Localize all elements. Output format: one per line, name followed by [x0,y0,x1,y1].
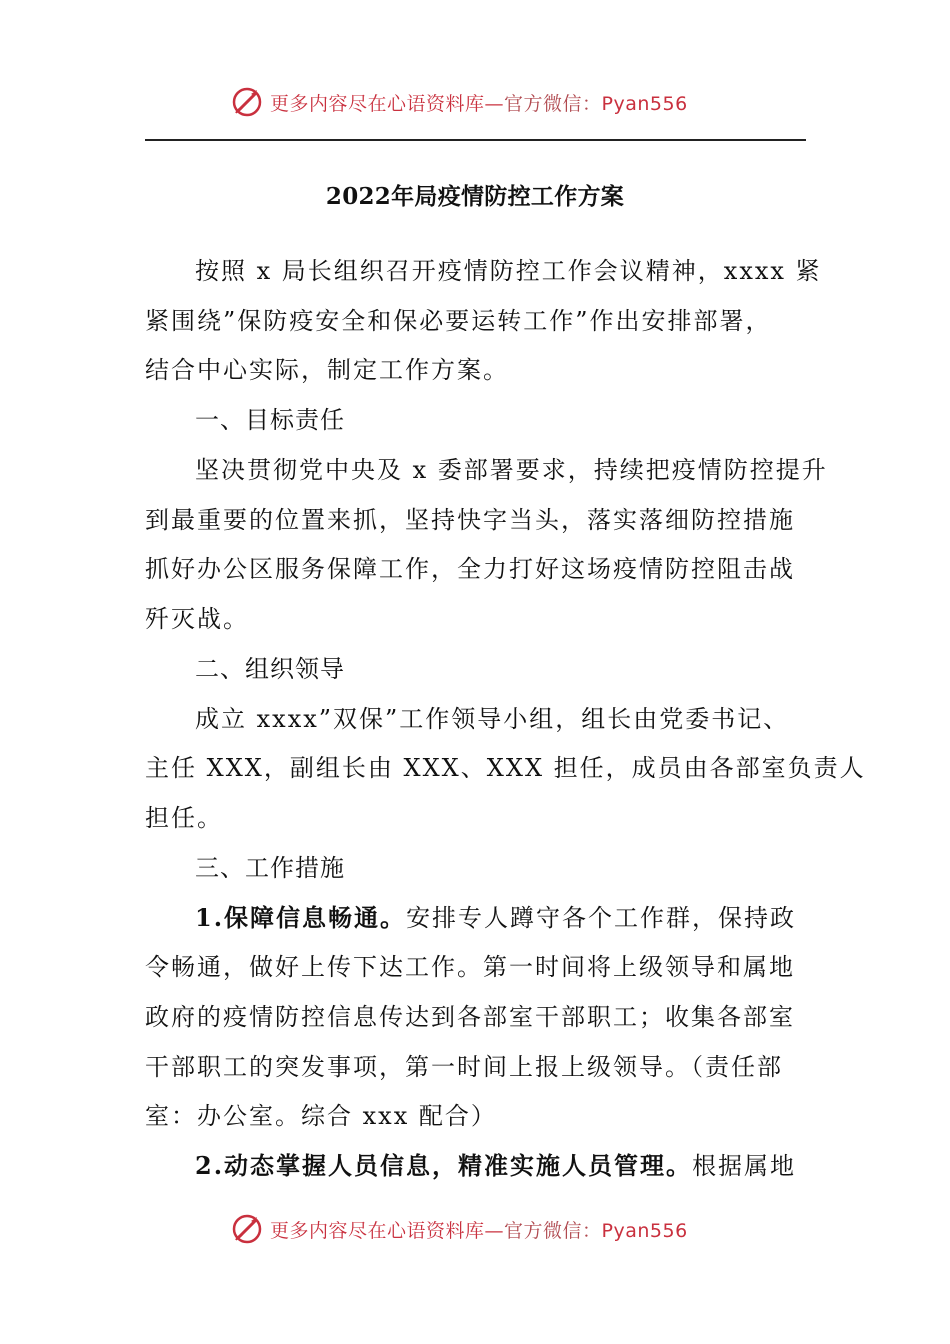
paragraph-line: 结合中心实际，制定工作方案。 [145,356,509,384]
pen-logo-icon [230,1212,264,1246]
paragraph-line: 担任。 [145,804,223,832]
measure-title-2: 2.动态掌握人员信息，精准实施人员管理。 [195,1151,693,1180]
pen-logo-icon [230,85,264,119]
paragraph-line: 干部职工的突发事项，第一时间上报上级领导。（责任部 [145,1053,783,1081]
paragraph-line: 室：办公室。综合 xxx 配合） [145,1102,497,1130]
paragraph-line: 政府的疫情防控信息传达到各部室干部职工；收集各部室 [145,1003,795,1031]
paragraph-line: 成立 xxxx”双保”工作领导小组，组长由党委书记、 [195,705,790,733]
paragraph-line: 2.动态掌握人员信息，精准实施人员管理。根据属地 [195,1151,797,1180]
header-banner [0,82,950,122]
paragraph-line: 令畅通，做好上传下达工作。第一时间将上级领导和属地 [145,953,795,981]
paragraph-line: 坚决贯彻党中央及 x 委部署要求，持续把疫情防控提升 [195,456,828,484]
measure-title-1: 1.保障信息畅通。 [195,903,407,932]
header-divider [145,139,806,141]
document-title: 2022年局疫情防控工作方案 [325,183,625,210]
section-heading-1: 一、目标责任 [195,406,345,434]
footer-banner [0,1209,950,1249]
paragraph-line: 到最重要的位置来抓，坚持快字当头，落实落细防控措施 [145,506,795,534]
paragraph-line: 1.保障信息畅通。安排专人蹲守各个工作群，保持政 [195,903,797,932]
section-heading-2: 二、组织领导 [195,655,345,683]
footer-watermark-text: 更多内容尽在心语资料库—官方微信：Pyan556 [270,1219,688,1242]
header-watermark-text: 更多内容尽在心语资料库—官方微信：Pyan556 [270,92,688,115]
section-heading-3: 三、工作措施 [195,854,345,882]
paragraph-line: 歼灭战。 [145,605,249,633]
paragraph-line: 抓好办公区服务保障工作，全力打好这场疫情防控阻击战 [145,555,795,583]
paragraph-line: 按照 x 局长组织召开疫情防控工作会议精神，xxxx 紧 [195,257,822,285]
paragraph-line: 主任 XXX，副组长由 XXX、XXX 担任，成员由各部室负责人 [145,754,866,782]
paragraph-line: 紧围绕”保防疫安全和保必要运转工作”作出安排部署， [145,307,772,335]
